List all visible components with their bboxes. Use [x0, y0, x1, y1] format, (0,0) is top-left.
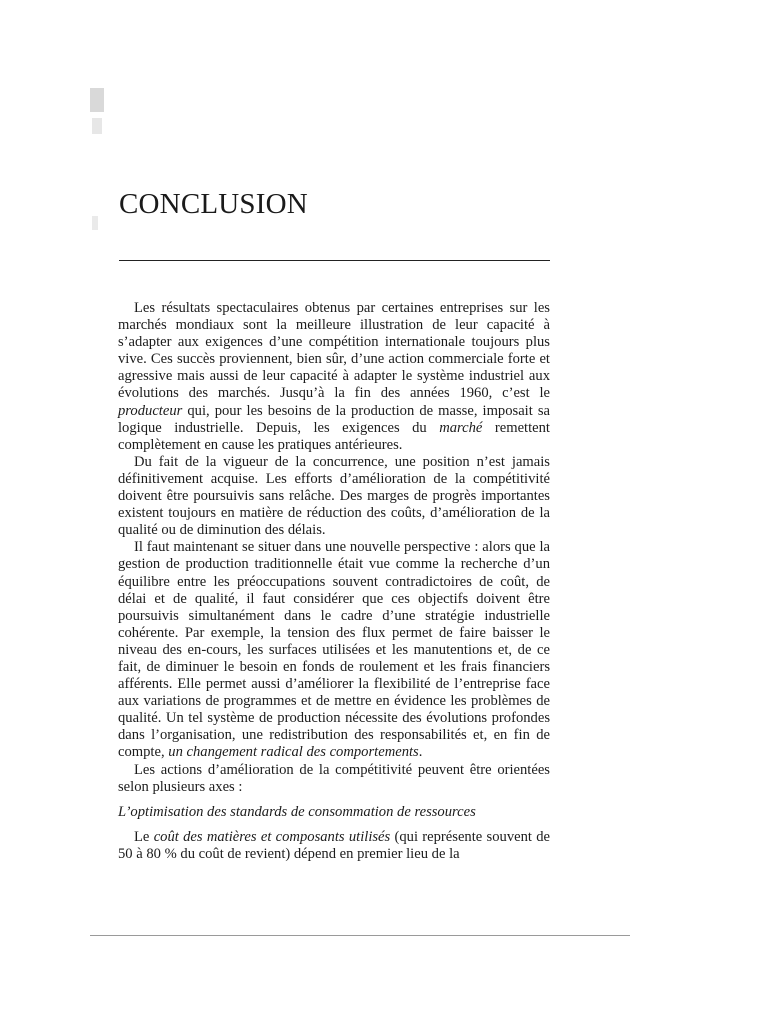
page-bottom-rule: [90, 935, 630, 936]
emphasis-cout-matieres: coût des matières et composants utilisés: [153, 828, 391, 845]
emphasis-producteur: producteur: [118, 402, 183, 419]
paragraph-4: Les actions d’amélioration de la compétitivité peuvent être orientées selon plusieurs axes :: [118, 761, 550, 795]
paragraph-1: Les résultats spectaculaires obtenus par certaines entreprises sur les marchés mondiaux sont la meilleure illustration de leur capacité à s’adapter aux exigences d’une compétition internationale toujours plus vive. Ces succès proviennent, bien sûr, d’une action commerciale forte et agressive mais aussi de leur capacité à adapter le système industriel aux évolutions des marchés. Jusqu’à la fin des années 1960, c’est le producteur qui, pour les besoins de la production de masse, imposait sa logique industrielle. Depuis, les exigences du marché remettent complètement en cause les pratiques antérieures.: [118, 300, 550, 453]
title-rule: [119, 260, 550, 261]
scan-artifact: [92, 118, 102, 134]
emphasis-marche: marché: [439, 419, 483, 436]
emphasis-changement: un changement radical des comportements: [168, 744, 419, 761]
paragraph-2: Du fait de la vigueur de la concurrence, une position n’est jamais définitivement acquise. Les efforts d’amélioration de la compétitivité doivent être poursuivis sans relâche. Des marges de progrès importantes existent toujours en matière de réduction des coûts, d’amélioration de la qualité ou de diminution des délais.: [118, 453, 550, 539]
section-heading: L’optimisation des standards de consommation de ressources: [118, 803, 476, 820]
paragraph-5: Le coût des matières et composants utilisés (qui représente souvent de 50 à 80 % du coût de revient) dépend en premier lieu de la: [118, 828, 551, 862]
scan-artifact: [92, 216, 98, 230]
body-text: [118, 300, 550, 863]
paragraph-3: Il faut maintenant se situer dans une nouvelle perspective : alors que la gestion de production traditionnelle était vue comme la recherche d’un équilibre entre les préoccupations souvent contradictoires de coût, de délai et de qualité, il faut considérer que ces objectifs doivent être poursuivis simultanément dans le cadre d’une stratégie industrielle cohérente. Par exemple, la tension des flux permet de faire baisser le niveau des en-cours, les surfaces utilisées et les manutentions et, de ce fait, de diminuer le besoin en fonds de roulement et les frais financiers afférents. Elle permet aussi d’améliorer la flexibilité de l’entreprise face aux variations de programmes et de mettre en évidence les problèmes de qualité. Un tel système de production nécessite des évolutions profondes dans l’organisation, une redistribution des responsabilités et, en fin de compte, un changement radical des comportements.: [118, 539, 550, 761]
chapter-title: CONCLUSION: [119, 188, 308, 220]
scan-artifact: [90, 88, 104, 112]
